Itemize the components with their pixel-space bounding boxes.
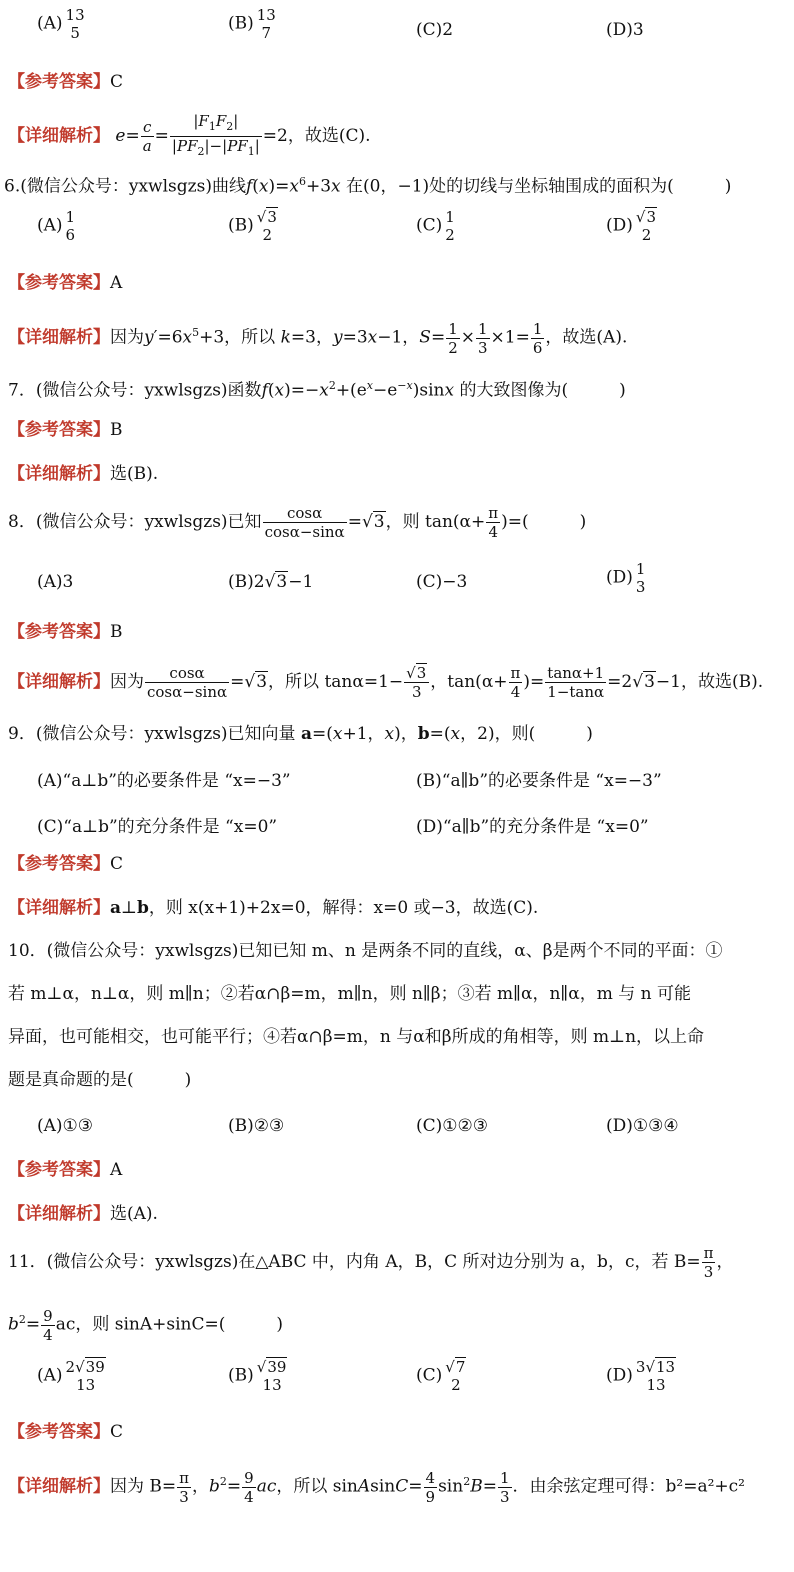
q6-explanation: 【详细解析】因为$y'=6x^5+3$，所以 k=3，y=3x−1，S= $\frac{1}{2}$ × $\frac{1}{3}$ ×1= $\frac{1}{6}$ ，故选(A). [8,319,628,357]
q8-option-c: (C)−3 [416,572,468,592]
q8-option-a: (A)3 [37,572,74,592]
q5-option-a: (A) 13 5 [37,6,85,42]
q10-option-a: (A)①③ [37,1116,94,1136]
q10-option-c: (C)①②③ [416,1116,488,1136]
q8-stem: 8．(微信公众号：yxwlsgzs)已知 $\frac{\cos\alpha}{\cos\alpha-\sin\alpha}$ =√ 3，则 tan(α+ $\frac{\pi}{4}$ )=( ) [8,502,586,542]
q11-option-d: (D) 3√ 13 13 [606,1358,679,1394]
q10-stem: 10．(微信公众号：yxwlsgzs)已知已知 m、n 是两条不同的直线，α、β是两个不同的平面：① 若 m⊥α，n⊥α，则 m∥n；②若α∩β=m，m∥n，则 n∥β；③若 m∥α，n∥α，m 与 n 可能 异面，也可能相交，也可能平行；④若α∩β=m，n 与α和β所成的角相等，则 m⊥n，以上命 题是真命题的是( ) [8,941,723,1090]
q5-explanation: 【详细解析】 e= $\frac{c}{a}$ = $\frac{|F_1F_2|}{|PF_2|-|PF_1|}$ =2，故选(C). [8,112,371,158]
q5-answer: 【参考答案】C [8,72,124,92]
q11-option-c: (C) √ 7 2 [416,1358,469,1394]
q8-answer: 【参考答案】B [8,622,123,642]
q7-answer: 【参考答案】B [8,420,123,440]
q11-answer: 【参考答案】C [8,1422,124,1442]
q11-stem-line2: $b^2=$ $\frac{9}{4}$ ac，则 sinA+sinC=( ) [8,1306,284,1344]
q7-explanation: 【详细解析】选(B). [8,464,159,484]
q10-option-d: (D)①③④ [606,1116,679,1136]
q8-explanation: 【详细解析】因为 $\frac{\cos\alpha}{\cos\alpha-\sin\alpha}$ =√ 3，所以 tanα=1− √ $\frac{3}{3}$ ，tan(α+ $\frac{\pi}{4}$ )= $\frac{\tan\alpha+1}{1-\tan\alpha}$ =2√ 3−1，故选(B). [8,662,763,702]
q5-option-c: (C)2 [416,20,454,40]
q9-option-c: (C)“a⊥b”的充分条件是 “x=0” [37,817,278,837]
q9-stem: 9．(微信公众号：yxwlsgzs)已知向量 a=(x+1，x)，b=(x，2)，则( ) [8,724,593,744]
q9-explanation: 【详细解析】a⊥b，则 x(x+1)+2x=0，解得：x=0 或−3，故选(C). [8,898,539,918]
q10-option-b: (B)②③ [228,1116,285,1136]
q9-answer: 【参考答案】C [8,854,124,874]
q6-option-d: (D) √ 3 2 [606,208,660,244]
q5-option-b: (B) 13 7 [228,6,276,42]
q7-stem: 7．(微信公众号：yxwlsgzs)函数$f(x)=-x^2+(e^x-e^{-x})\sin x$ 的大致图像为( ) [8,379,626,401]
q6-option-b: (B) √ 3 2 [228,208,281,244]
q11-explanation: 【详细解析】因为 B= $\frac{\pi}{3}$ ，$b^2=$ $\frac{9}{4}$ ac，所以 sinAsinC= $\frac{4}{9}$ $\sin^2B=$ $\frac{1}{3}$ ．由余弦定理可得：b²=a²+c² [8,1468,745,1506]
q11-stem-line1: 11．(微信公众号：yxwlsgzs)在△ABC 中，内角 A，B，C 所对边分别为 a，b，c，若 B= $\frac{\pi}{3}$ ， [8,1244,734,1281]
q11-option-a: (A) 2√ 39 13 [37,1358,109,1394]
q8-option-d: (D) 1 3 [606,560,646,596]
q10-answer: 【参考答案】A [8,1160,123,1180]
q8-option-b: (B)2√ 3−1 [228,572,313,592]
q9-option-d: (D)“a∥b”的充分条件是 “x=0” [416,817,649,837]
q5-option-d: (D)3 [606,20,644,40]
q9-option-b: (B)“a∥b”的必要条件是 “x=−3” [416,771,662,791]
q6-stem: 6.(微信公众号：yxwlsgzs)曲线$f(x)=x^6+3x$ 在(0，−1)处的切线与坐标轴围成的面积为( ) [4,175,732,197]
q9-option-a: (A)“a⊥b”的必要条件是 “x=−3” [37,771,291,791]
q11-option-b: (B) √ 39 13 [228,1358,290,1394]
q6-option-c: (C) 1 2 [416,208,455,244]
q6-answer: 【参考答案】A [8,273,123,293]
q6-option-a: (A) 1 6 [37,208,76,244]
q10-explanation: 【详细解析】选(A). [8,1204,158,1224]
